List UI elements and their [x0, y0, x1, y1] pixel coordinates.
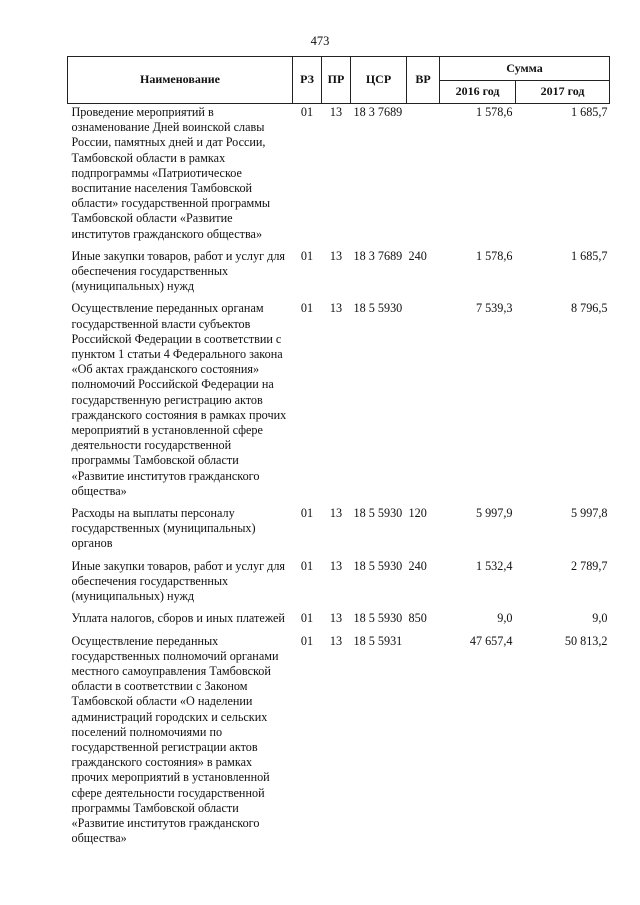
- header-year-2016: 2016 год: [440, 80, 516, 104]
- table-row: [68, 552, 610, 605]
- row-sum-2016: 1 578,6: [475, 105, 513, 119]
- row-sum-2016: 9,0: [497, 611, 513, 626]
- row-csr: 18 5 5930: [353, 506, 403, 521]
- row-vr: [407, 104, 440, 242]
- row-sum-2016: 5 997,9: [475, 506, 513, 521]
- header-rz: РЗ: [293, 57, 322, 104]
- row-vr: 240: [408, 248, 427, 263]
- row-sum-2017: 1 685,7: [570, 248, 608, 263]
- row-rz: 01: [300, 506, 314, 521]
- row-csr: 18 3 7689: [353, 105, 403, 119]
- table-row: [68, 242, 610, 295]
- row-rz: 01: [300, 633, 314, 648]
- row-sum-2016: 1 578,6: [475, 248, 513, 263]
- row-sum-2017: 1 685,7: [570, 105, 608, 119]
- row-csr: 18 5 5930: [353, 558, 403, 573]
- row-sum-2017: 2 789,7: [570, 558, 608, 573]
- header-csr: ЦСР: [351, 57, 407, 104]
- row-name: Проведение мероприятий в ознаменование Дней воинской славы России, памятных дней и дат России, Тамбовской области в рамках подпрограммы «Патриотическое воспитание населения Тамбовской области» государственной программы Тамбовской области «Развитие институтов гражданского общества»: [71, 105, 271, 241]
- table-row: [68, 104, 610, 242]
- row-rz: 01: [300, 558, 314, 573]
- row-sum-2017: 50 813,2: [564, 633, 608, 648]
- row-vr: 240: [408, 558, 427, 573]
- row-pr: 13: [329, 248, 343, 263]
- budget-table: [67, 56, 610, 846]
- row-vr: [407, 627, 440, 847]
- row-vr: [407, 294, 440, 499]
- row-pr: 13: [329, 558, 343, 573]
- header-vr: ВР: [407, 57, 440, 104]
- header-name: Наименование: [68, 57, 293, 104]
- row-pr: 13: [329, 611, 343, 626]
- row-pr: 13: [329, 633, 343, 648]
- row-rz: 01: [300, 248, 314, 263]
- row-pr: 13: [329, 105, 343, 119]
- row-name: Расходы на выплаты персоналу государственных (муниципальных) органов: [71, 506, 256, 551]
- table-row: [68, 627, 610, 847]
- row-name: Уплата налогов, сборов и иных платежей: [71, 611, 285, 626]
- row-sum-2017: 8 796,5: [570, 301, 608, 316]
- row-csr: 18 5 5930: [353, 611, 403, 626]
- row-rz: 01: [300, 611, 314, 626]
- table-row: [68, 294, 610, 499]
- row-csr: 18 5 5930: [353, 301, 403, 316]
- row-csr: 18 3 7689: [353, 248, 403, 263]
- row-name: Иные закупки товаров, работ и услуг для обеспечения государственных (муниципальных) нужд: [71, 558, 286, 604]
- table-row: [68, 604, 610, 626]
- row-pr: 13: [329, 506, 343, 521]
- header-pr: ПР: [322, 57, 351, 104]
- row-vr: 120: [408, 506, 427, 521]
- row-sum-2017: 5 997,8: [570, 506, 608, 521]
- page-number: 473: [310, 34, 330, 48]
- table-row: [68, 499, 610, 552]
- row-pr: 13: [329, 301, 343, 316]
- row-name: Осуществление переданных государственных полномочий органами местного самоуправления Тамбовской области в соответствии с Законом Тамбовской области «О наделении администраций городских и сельских поселений полномочиями по государственной регистрации актов гражданского состояния» в рамках прочих мероприятий в установленной сфере деятельности государственной программы Тамбовской области «Развитие институтов гражданского общества»: [71, 633, 279, 846]
- row-vr: 850: [408, 611, 427, 626]
- row-rz: 01: [300, 105, 314, 119]
- header-sum: Сумма: [440, 57, 610, 81]
- table-body: [68, 104, 610, 847]
- row-sum-2016: 7 539,3: [475, 301, 513, 316]
- header-year-2017: 2017 год: [516, 80, 610, 104]
- row-name: Осуществление переданных органам государственной власти субъектов Российской Федерации в соответствии с пунктом 1 статьи 4 Федерального закона «Об актах гражданского состояния» полномочий Российской Федерации на государственную регистрацию актов гражданского состояния в рамках прочих мероприятий в установленной сфере деятельности государственной программы Тамбовской области «Развитие институтов гражданского общества»: [71, 301, 287, 498]
- row-rz: 01: [300, 301, 314, 316]
- table-header: [68, 57, 610, 104]
- row-sum-2017: 9,0: [592, 611, 608, 626]
- row-name: Иные закупки товаров, работ и услуг для обеспечения государственных (муниципальных) нужд: [71, 248, 286, 294]
- row-csr: 18 5 5931: [353, 633, 403, 648]
- row-sum-2016: 1 532,4: [475, 558, 513, 573]
- row-sum-2016: 47 657,4: [469, 633, 513, 648]
